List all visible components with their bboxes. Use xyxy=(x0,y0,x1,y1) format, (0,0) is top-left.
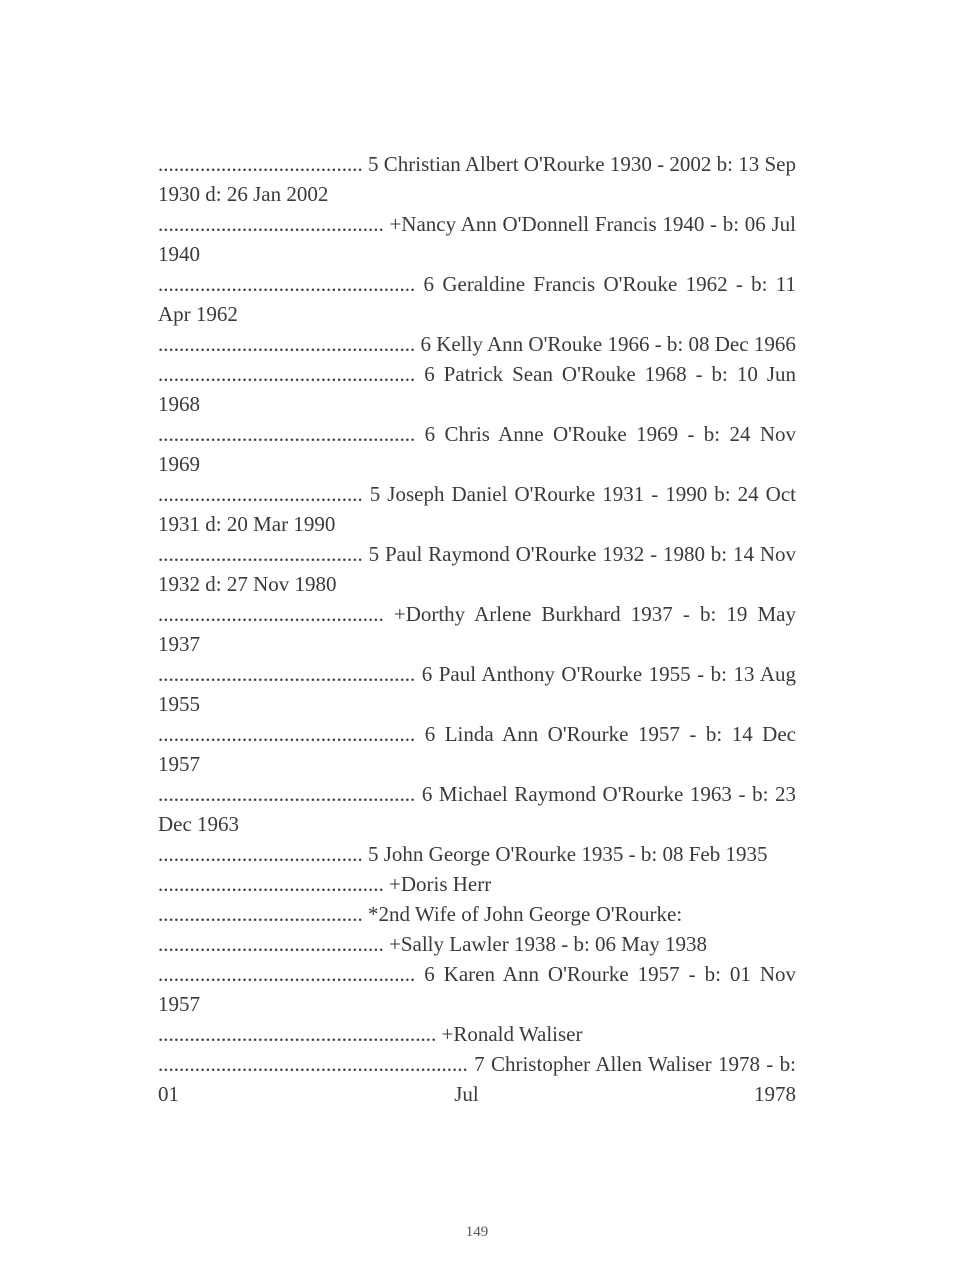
genealogy-entry: ....................................... 5 Paul Raymond O'Rourke 1932 - 1980 b: 14 Nov 1932 d: 27 Nov 1980 xyxy=(158,542,796,596)
genealogy-entry: ................................................. 6 Patrick Sean O'Rouke 1968 - b: 10 Jun 1968 xyxy=(158,362,796,416)
genealogy-entry: ..................................................... +Ronald Waliser xyxy=(158,1022,583,1046)
genealogy-entry: ........................................................... 7 Christopher Allen Waliser 1978 - b: 01 Jul 1978 xyxy=(158,1052,796,1106)
genealogy-entry: ................................................. 6 Paul Anthony O'Rourke 1955 - b: 13 Aug 1955 xyxy=(158,662,796,716)
genealogy-entry: ................................................. 6 Linda Ann O'Rourke 1957 - b: 14 Dec 1957 xyxy=(158,722,796,776)
genealogy-text-block xyxy=(158,149,796,1109)
genealogy-entry: ....................................... 5 Christian Albert O'Rourke 1930 - 2002 b: 13 Sep 1930 d: 26 Jan 2002 xyxy=(158,152,796,206)
genealogy-entry: ................................................. 6 Kelly Ann O'Rouke 1966 - b: 08 Dec 1966 xyxy=(158,332,796,356)
genealogy-entry: ....................................... *2nd Wife of John George O'Rourke: xyxy=(158,902,683,926)
genealogy-entry: ........................................... +Nancy Ann O'Donnell Francis 1940 - b: 06 Jul 1940 xyxy=(158,212,796,266)
genealogy-entry: ........................................... +Doris Herr xyxy=(158,872,492,896)
genealogy-entry: ................................................. 6 Geraldine Francis O'Rouke 1962 - b: 11 Apr 1962 xyxy=(158,272,796,326)
genealogy-entry: ................................................. 6 Michael Raymond O'Rourke 1963 - b: 23 Dec 1963 xyxy=(158,782,796,836)
genealogy-entry: ....................................... 5 John George O'Rourke 1935 - b: 08 Feb 1935 xyxy=(158,842,768,866)
genealogy-entry: ................................................. 6 Karen Ann O'Rourke 1957 - b: 01 Nov 1957 xyxy=(158,962,796,1016)
genealogy-entry: ........................................... +Dorthy Arlene Burkhard 1937 - b: 19 May 1937 xyxy=(158,602,796,656)
genealogy-entry: ................................................. 6 Chris Anne O'Rouke 1969 - b: 24 Nov 1969 xyxy=(158,422,796,476)
genealogy-entry: ........................................... +Sally Lawler 1938 - b: 06 May 1938 xyxy=(158,932,708,956)
genealogy-entry: ....................................... 5 Joseph Daniel O'Rourke 1931 - 1990 b: 24 Oct 1931 d: 20 Mar 1990 xyxy=(158,482,796,536)
page-number: 149 xyxy=(465,1224,489,1240)
